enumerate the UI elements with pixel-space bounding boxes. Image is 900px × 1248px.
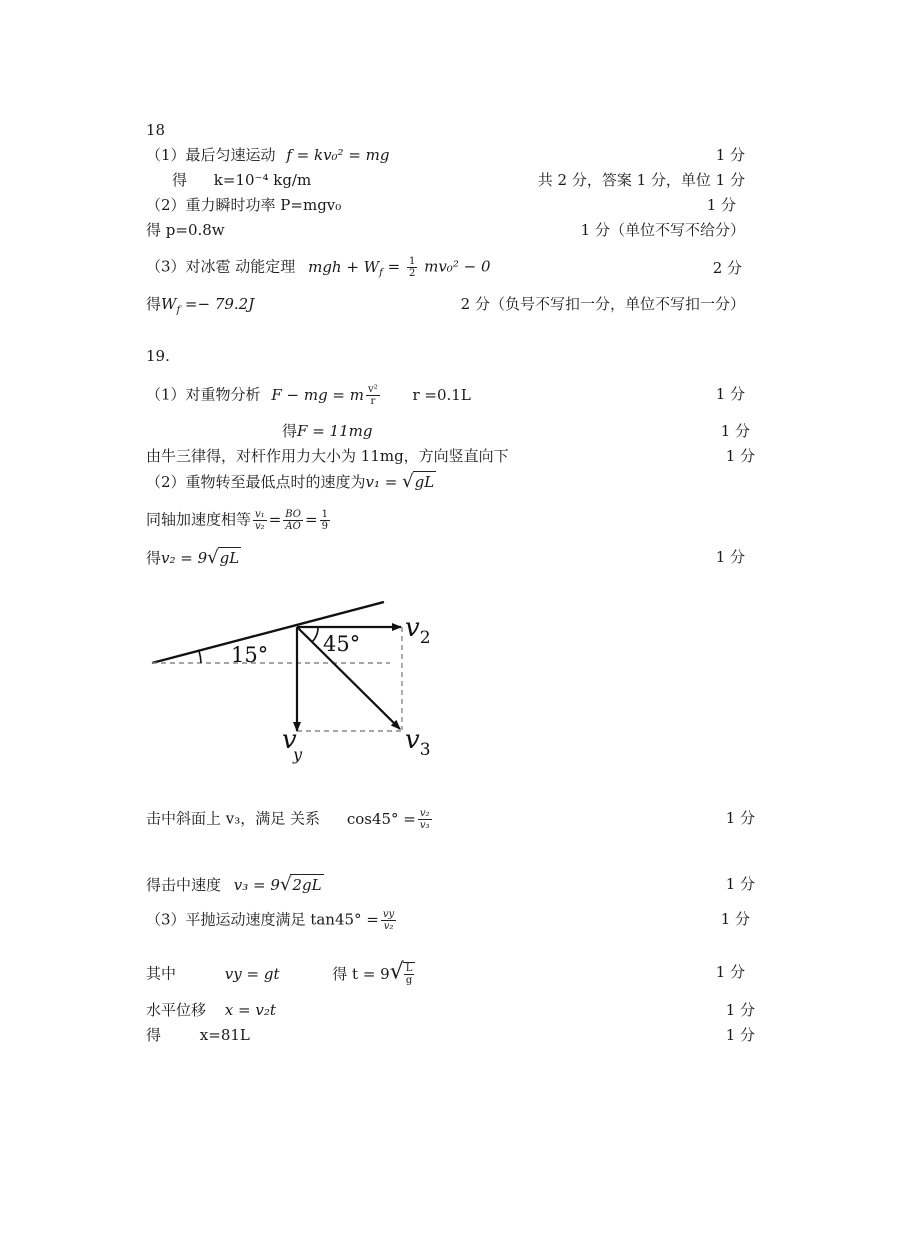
q18-part3-formula-sub: f <box>379 267 383 279</box>
sqrt-symbol: √ <box>402 471 414 492</box>
v3-subscript: 3 <box>419 740 431 760</box>
q19-result1-formula: F = 11mg <box>297 422 373 440</box>
q19-time-score: 1 分 <box>715 963 745 981</box>
frac-denominator: g <box>405 975 413 986</box>
q19-v3-line <box>146 874 324 895</box>
q19-displacement-label: 水平位移 <box>146 1001 207 1019</box>
q18-part3-label: （3）对冰雹 动能定理 <box>146 257 296 276</box>
frac-numerator: v₁ <box>255 509 265 520</box>
q18-result2-score: 1 分（单位不写不给分） <box>580 221 745 239</box>
frac-denominator: v₂ <box>255 521 265 532</box>
half-numerator: 1 <box>408 256 416 267</box>
q19-part1-label: （1）对重物分析 <box>146 385 261 404</box>
q19-time-fraction <box>404 963 415 986</box>
q19-time-line <box>146 959 415 986</box>
q18-number: 18 <box>146 121 166 139</box>
q19-part2-formula: v₁ = <box>365 473 398 491</box>
q19-part1-score: 1 分 <box>715 385 745 403</box>
q18-result3-formula: W <box>161 295 177 313</box>
q19-result1-score: 1 分 <box>720 422 750 440</box>
q18-part2-score: 1 分 <box>706 196 736 214</box>
q19-final-score: 1 分 <box>725 1026 755 1044</box>
frac-denominator: v₂ <box>383 921 394 932</box>
q19-newton-score: 1 分 <box>725 447 755 465</box>
vy-subscript: y <box>293 745 303 764</box>
sqrt-symbol: √ <box>207 547 219 568</box>
q18-part1-label: （1）最后匀速运动 <box>146 146 276 164</box>
q18-result3-score: 2 分（负号不写扣一分，单位不写扣一分） <box>460 295 745 313</box>
q19-v3-score: 1 分 <box>725 875 755 893</box>
angle-15-label: 15° <box>231 643 269 667</box>
q19-displacement-formula: x = v₂t <box>224 1001 276 1019</box>
q18-part3-formula-d: mv₀² − 0 <box>424 257 491 276</box>
frac-numerator: vy <box>382 909 395 920</box>
q19-newton-line: 由牛三律得，对杆作用力大小为 11mg，方向竖直向下 <box>146 447 509 465</box>
v3-label <box>405 725 431 760</box>
q18-result1-score: 共 2 分，答案 1 分，单位 1 分 <box>537 171 745 189</box>
q19-part3-line <box>146 909 398 932</box>
q19-part1-formula: F − mg = m <box>271 385 364 404</box>
q18-result2-line: 得 p=0.8w <box>146 221 225 239</box>
q18-result3-sub: f <box>176 305 181 316</box>
q19-part3-score: 1 分 <box>720 910 750 928</box>
q18-result3-label: 得 <box>146 295 162 313</box>
sqrt-symbol: √ <box>279 874 292 895</box>
q19-result1-label: 得 <box>282 422 298 440</box>
q19-ratio-label: 同轴加速度相等 <box>146 510 252 529</box>
q19-cos-label: 击中斜面上 v₃，满足 关系 <box>146 809 321 828</box>
frac-denominator: r <box>370 396 376 407</box>
q19-displacement-score: 1 分 <box>725 1001 755 1019</box>
frac-denominator: v₃ <box>419 820 430 831</box>
q19-part3-fraction <box>381 909 396 932</box>
q19-v3-sqrt: 2gL <box>292 876 322 894</box>
q18-part3-formula-eq: = <box>387 257 401 276</box>
v3-letter: v <box>405 725 420 755</box>
q19-cos-formula: cos45° = <box>346 809 416 828</box>
angle-15-arc <box>199 651 201 663</box>
q19-v2-label: 得 <box>146 549 162 567</box>
q19-time-formula: vy = gt <box>224 964 280 983</box>
frac-numerator: L <box>405 963 413 974</box>
frac-numerator: v² <box>368 384 378 395</box>
q18-result1-label: 得 <box>172 171 188 189</box>
q19-v2-formula: v₂ = 9 <box>161 549 208 567</box>
half-denominator: 2 <box>408 268 416 279</box>
q19-final-value: x=81L <box>199 1026 250 1044</box>
frac-numerator: 1 <box>321 509 328 520</box>
q19-cos-score: 1 分 <box>725 809 755 827</box>
q19-final-line <box>146 1025 250 1045</box>
vy-letter: v <box>282 725 297 755</box>
q19-v2-score: 1 分 <box>715 548 745 566</box>
v2-letter: v <box>405 613 420 643</box>
frac-denominator: 9 <box>321 521 328 532</box>
frac-numerator: BO <box>285 509 301 520</box>
q18-result3-value: =− 79.2J <box>180 295 255 313</box>
frac-denominator: AO <box>285 521 301 532</box>
angle-45-arc <box>312 627 318 642</box>
sqrt-symbol: √ <box>389 959 404 985</box>
frac-numerator: v₂ <box>419 808 430 819</box>
q19-time-result: 得 t = 9 <box>332 964 390 983</box>
q19-cos-line <box>146 808 434 831</box>
q19-displacement-line <box>146 1000 276 1020</box>
q19-part3-label: （3）平抛运动速度满足 tan45° = <box>146 910 379 929</box>
q19-number: 19. <box>146 347 170 365</box>
q19-part1-r: r =0.1L <box>412 385 471 404</box>
q18-part2-line: （2）重力瞬时功率 P=mgv₀ <box>146 196 342 214</box>
q18-part3-score: 2 分 <box>712 259 742 277</box>
v2-label <box>405 613 431 648</box>
q18-part3-formula-a: mgh + W <box>308 257 380 276</box>
q19-time-sqrt <box>403 962 416 986</box>
q19-part2-sqrt: gL <box>414 473 435 491</box>
angle-45-label: 45° <box>323 632 361 656</box>
q18-part1-formula: f = kv₀² = mg <box>286 146 390 164</box>
q18-result1-value: k=10⁻⁴ kg/m <box>213 171 312 189</box>
q19-time-label: 其中 <box>146 964 177 983</box>
q19-final-label: 得 <box>146 1026 162 1044</box>
q19-ratio-line: 同轴加速度相等 $\frac{\text{v₁}}{\text{v₂}}$ = $\frac{BO}{AO}$ = $\frac{1}{9}$ <box>146 509 328 532</box>
q19-v2-sqrt: gL <box>219 549 240 567</box>
q19-part2-label: （2）重物转至最低点时的速度为 <box>146 473 366 491</box>
v2-subscript: 2 <box>419 628 431 648</box>
q18-part1-score: 1 分 <box>715 146 745 164</box>
q19-v3-label: 得击中速度 <box>146 876 222 894</box>
q19-cos-fraction <box>418 808 432 831</box>
q19-v3-formula: v₃ = 9 <box>233 876 280 894</box>
